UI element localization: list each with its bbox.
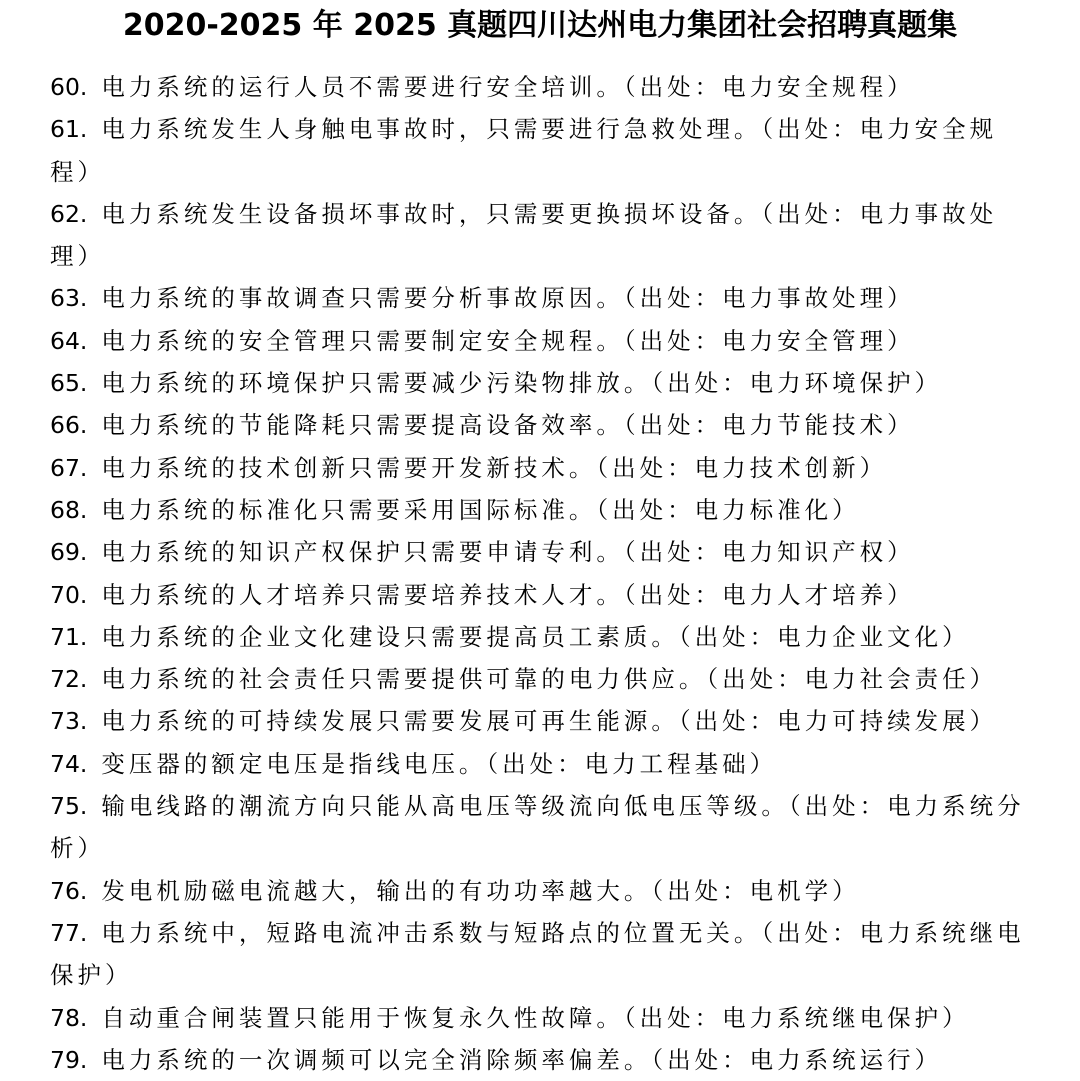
question-text: 电力系统的事故调查只需要分析事故原因。（出处：电力事故处理）	[101, 284, 915, 313]
question-item	[50, 404, 1030, 446]
question-item	[50, 785, 1030, 870]
question-item	[50, 489, 1030, 531]
question-item	[50, 743, 1030, 785]
question-number: 64.	[50, 326, 88, 355]
question-text: 电力系统发生人身触电事故时，只需要进行急救处理。（出处：电力安全规程）	[50, 115, 998, 186]
question-number: 70.	[50, 580, 88, 609]
question-number: 71.	[50, 622, 88, 651]
question-item	[50, 193, 1030, 278]
question-item	[50, 320, 1030, 362]
question-number: 72.	[50, 665, 88, 694]
question-text: 输电线路的潮流方向只能从高电压等级流向低电压等级。（出处：电力系统分析）	[50, 792, 1025, 863]
question-number: 73.	[50, 707, 88, 736]
question-number: 75.	[50, 792, 88, 821]
question-number: 77.	[50, 918, 88, 947]
question-item	[50, 66, 1030, 108]
question-text: 自动重合闸装置只能用于恢复永久性故障。（出处：电力系统继电保护）	[101, 1003, 970, 1032]
question-item	[50, 362, 1030, 404]
question-number: 78.	[50, 1003, 88, 1032]
question-number: 62.	[50, 199, 88, 228]
question-text: 电力系统的标准化只需要采用国际标准。（出处：电力标准化）	[101, 495, 860, 524]
question-text: 电力系统的可持续发展只需要发展可再生能源。（出处：电力可持续发展）	[101, 707, 998, 736]
question-item	[50, 700, 1030, 742]
question-item	[50, 912, 1030, 997]
question-text: 发电机励磁电流越大，输出的有功功率越大。（出处：电机学）	[101, 876, 860, 905]
question-number: 76.	[50, 876, 88, 905]
question-text: 电力系统的安全管理只需要制定安全规程。（出处：电力安全管理）	[101, 326, 915, 355]
question-text: 电力系统中，短路电流冲击系数与短路点的位置无关。（出处：电力系统继电保护）	[50, 918, 1025, 990]
question-text: 电力系统的人才培养只需要培养技术人才。（出处：电力人才培养）	[101, 580, 915, 609]
question-number: 66.	[50, 411, 88, 440]
question-number: 69.	[50, 538, 88, 567]
question-item	[50, 1039, 1030, 1081]
question-item	[50, 108, 1030, 193]
question-item	[50, 531, 1030, 573]
question-text: 电力系统的技术创新只需要开发新技术。（出处：电力技术创新）	[101, 453, 888, 482]
question-number: 63.	[50, 284, 88, 313]
question-number: 61.	[50, 115, 88, 144]
question-item	[50, 997, 1030, 1039]
question-number: 67.	[50, 453, 88, 482]
question-item	[50, 447, 1030, 489]
question-text: 电力系统的企业文化建设只需要提高员工素质。（出处：电力企业文化）	[101, 622, 970, 651]
question-number: 68.	[50, 495, 88, 524]
question-number: 60.	[50, 73, 88, 101]
question-item	[50, 277, 1030, 319]
question-item	[50, 658, 1030, 700]
question-text: 电力系统的一次调频可以完全消除频率偏差。（出处：电力系统运行）	[101, 1045, 943, 1074]
question-number: 65.	[50, 369, 88, 398]
question-text: 电力系统的知识产权保护只需要申请专利。（出处：电力知识产权）	[101, 538, 915, 567]
question-list	[0, 66, 1030, 1081]
question-text: 变压器的额定电压是指线电压。（出处：电力工程基础）	[101, 749, 778, 778]
question-number: 74.	[50, 749, 88, 778]
question-item	[50, 574, 1030, 616]
question-text: 电力系统的环境保护只需要减少污染物排放。（出处：电力环境保护）	[101, 369, 943, 398]
question-text: 电力系统的社会责任只需要提供可靠的电力供应。（出处：电力社会责任）	[101, 665, 998, 694]
page-title: 2020-2025 年 2025 真题四川达州电力集团社会招聘真题集	[122, 8, 958, 43]
question-item	[50, 870, 1030, 912]
question-text: 电力系统的运行人员不需要进行安全培训。（出处：电力安全规程）	[101, 73, 915, 101]
question-item	[50, 616, 1030, 658]
question-text: 电力系统的节能降耗只需要提高设备效率。（出处：电力节能技术）	[101, 411, 915, 440]
question-text: 电力系统发生设备损坏事故时，只需要更换损坏设备。（出处：电力事故处理）	[50, 199, 998, 271]
question-number: 79.	[50, 1045, 88, 1074]
